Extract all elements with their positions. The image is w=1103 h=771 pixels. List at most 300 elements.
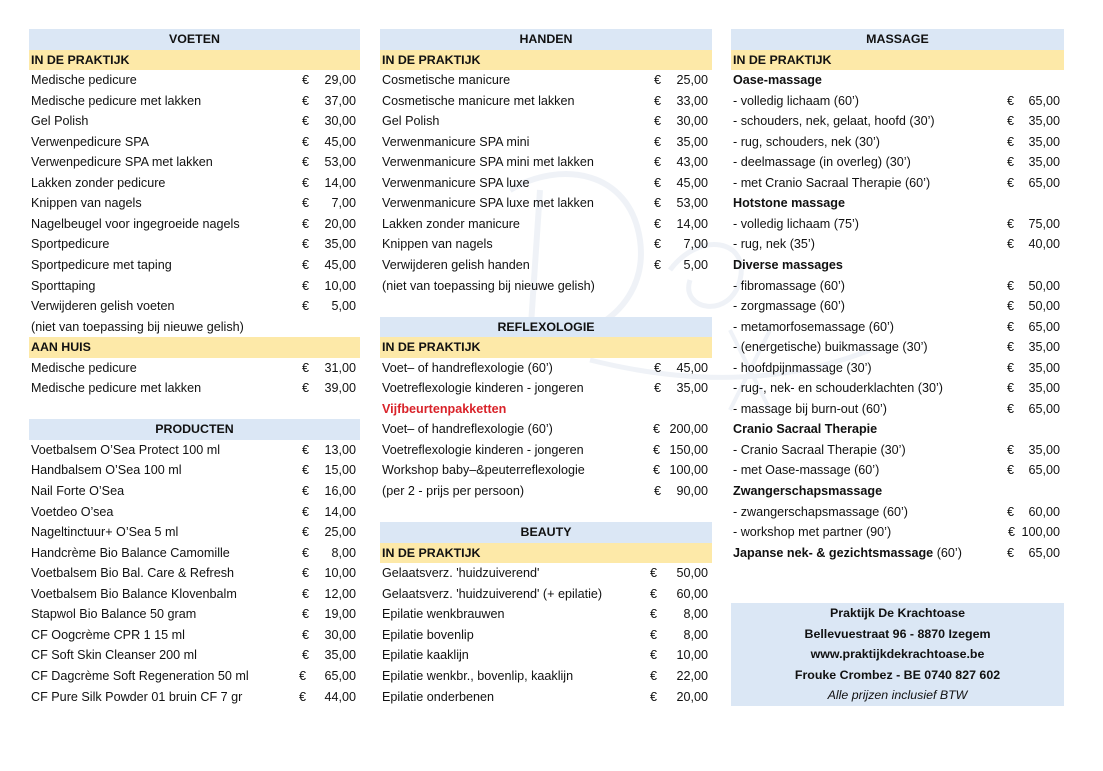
practice-name: Praktijk De Krachtoase [830, 606, 965, 620]
euro-sign: € [302, 586, 310, 601]
price-row [731, 337, 1064, 358]
item-name: - deelmassage (in overleg) (30’) [733, 155, 911, 170]
price-row [380, 625, 712, 646]
item-name: Sportpedicure [31, 237, 110, 252]
price-row [380, 440, 712, 461]
item-price: 35,00 [1028, 381, 1060, 396]
item-name: (per 2 - prijs per persoon) [382, 484, 525, 499]
item-price: 65,00 [1028, 93, 1060, 108]
euro-sign: € [302, 360, 310, 375]
item-name: - volledig lichaam (60’) [733, 93, 859, 108]
item-price: 7,00 [331, 196, 356, 211]
item-price: 53,00 [324, 155, 356, 170]
price-row [380, 666, 712, 687]
item-price: 35,00 [1028, 360, 1060, 375]
note-text: (niet van toepassing bij nieuwe gelish) [31, 319, 244, 334]
euro-sign: € [650, 648, 658, 663]
price-row [380, 460, 712, 481]
item-price: 65,00 [1028, 545, 1060, 560]
price-row [380, 193, 712, 214]
item-name: Verwenmanicure SPA mini [382, 134, 530, 149]
euro-sign: € [654, 196, 662, 211]
item-name: Verwenpedicure SPA met lakken [31, 155, 213, 170]
item-price: 10,00 [324, 566, 356, 581]
item-name: Knippen van nagels [31, 196, 142, 211]
euro-sign: € [302, 504, 310, 519]
price-row [380, 173, 712, 194]
item-name: Voet– of handreflexologie (60’) [382, 360, 553, 375]
item-price: 25,00 [676, 73, 708, 88]
euro-sign: € [1007, 299, 1015, 314]
item-price: 22,00 [676, 668, 708, 683]
item-name: - Cranio Sacraal Therapie (30’) [733, 442, 906, 457]
euro-sign: € [299, 668, 307, 683]
subsection-header: IN DE PRAKTIJK [380, 50, 712, 71]
euro-sign: € [302, 93, 310, 108]
item-price: 75,00 [1028, 216, 1060, 231]
euro-sign: € [650, 627, 658, 642]
practice-owner-vat: Frouke Crombez - BE 0740 827 602 [794, 667, 1001, 682]
price-row [29, 460, 360, 481]
euro-sign: € [1007, 381, 1015, 396]
euro-sign: € [1007, 504, 1015, 519]
item-price: 25,00 [324, 525, 356, 540]
price-row [29, 687, 360, 708]
practice-address: Bellevuestraat 96 - 8870 Izegem [804, 626, 991, 641]
euro-sign: € [654, 134, 662, 149]
euro-sign: € [302, 545, 310, 560]
price-row [380, 604, 712, 625]
column-handen-reflexologie-beauty [380, 29, 712, 707]
item-name: Nageltinctuur+ O’Sea 5 ml [31, 525, 179, 540]
euro-sign: € [302, 175, 310, 190]
item-price: 8,00 [683, 607, 708, 622]
price-row [29, 440, 360, 461]
price-row [731, 152, 1064, 173]
group-title: Hotstone massage [733, 196, 845, 211]
item-name: - met Oase-massage (60’) [733, 463, 880, 478]
item-price: 50,00 [1028, 278, 1060, 293]
euro-sign: € [654, 114, 662, 129]
item-price: 65,00 [1028, 463, 1060, 478]
price-row [29, 563, 360, 584]
item-name: Medische pedicure met lakken [31, 381, 202, 396]
price-row [731, 378, 1064, 399]
item-price: 200,00 [669, 422, 708, 437]
item-name: Medische pedicure [31, 360, 137, 375]
item-name: Voetreflexologie kinderen - jongeren [382, 442, 584, 457]
item-name: Medische pedicure met lakken [31, 93, 202, 108]
item-name: Handcrème Bio Balance Camomille [31, 545, 230, 560]
item-name: Gel Polish [31, 114, 89, 129]
item-name: - volledig lichaam (75’) [733, 216, 859, 231]
euro-sign: € [654, 73, 662, 88]
item-name: Nail Forte O’Sea [31, 484, 125, 499]
euro-sign: € [654, 484, 662, 499]
item-price: 12,00 [324, 586, 356, 601]
item-name: Verwenmanicure SPA luxe [382, 175, 530, 190]
item-name: Gelaatsverz. 'huidzuiverend' [382, 566, 540, 581]
euro-sign: € [654, 155, 662, 170]
euro-sign: € [653, 463, 661, 478]
price-row [29, 234, 360, 255]
price-row [29, 358, 360, 379]
package-title: Vijfbeurtenpakketten [382, 401, 507, 416]
item-price: 65,00 [1028, 175, 1060, 190]
item-name: Sportpedicure met taping [31, 258, 172, 273]
item-price: 31,00 [324, 360, 356, 375]
item-name: Voetbalsem Bio Bal. Care & Refresh [31, 566, 235, 581]
euro-sign: € [1007, 360, 1015, 375]
item-name: Medische pedicure [31, 73, 137, 88]
item-price: 60,00 [1028, 504, 1060, 519]
item-price: 100,00 [669, 463, 708, 478]
price-row [380, 563, 712, 584]
euro-sign: € [654, 360, 662, 375]
euro-sign: € [1007, 237, 1015, 252]
item-name: Stapwol Bio Balance 50 gram [31, 607, 197, 622]
euro-sign: € [302, 484, 310, 499]
prices-note: Alle prijzen inclusief BTW [827, 688, 968, 703]
note-text: (niet van toepassing bij nieuwe gelish) [382, 278, 595, 293]
item-price: 35,00 [1028, 134, 1060, 149]
item-name: - rug-, nek- en schouderklachten (30’) [733, 381, 943, 396]
price-row [380, 419, 712, 440]
price-row [731, 234, 1064, 255]
price-row [731, 440, 1064, 461]
item-name: - (energetische) buikmassage (30’) [733, 340, 928, 355]
item-name: - metamorfosemassage (60’) [733, 319, 894, 334]
subsection-header: IN DE PRAKTIJK [29, 50, 360, 71]
item-price: 33,00 [676, 93, 708, 108]
item-price: 35,00 [676, 381, 708, 396]
price-row [380, 70, 712, 91]
item-name: Gel Polish [382, 114, 440, 129]
item-name: - met Cranio Sacraal Therapie (60’) [733, 175, 931, 190]
item-name: Lakken zonder manicure [382, 216, 520, 231]
euro-sign: € [654, 216, 662, 231]
euro-sign: € [654, 175, 662, 190]
euro-sign: € [302, 525, 310, 540]
euro-sign: € [302, 134, 310, 149]
price-row [29, 111, 360, 132]
item-price: 35,00 [1028, 442, 1060, 457]
euro-sign: € [302, 648, 310, 663]
price-row [29, 91, 360, 112]
spacer [380, 502, 712, 523]
subsection-header: AAN HUIS [29, 337, 360, 358]
price-row [731, 111, 1064, 132]
euro-sign: € [302, 442, 310, 457]
euro-sign: € [650, 566, 658, 581]
item-price: 45,00 [676, 175, 708, 190]
euro-sign: € [654, 237, 662, 252]
item-name: - rug, nek (35’) [733, 237, 815, 252]
item-price: 65,00 [1028, 401, 1060, 416]
price-row [380, 645, 712, 666]
euro-sign: € [1008, 525, 1016, 540]
item-price: 16,00 [324, 484, 356, 499]
euro-sign: € [302, 299, 310, 314]
item-price: 50,00 [676, 566, 708, 581]
item-price: 13,00 [324, 442, 356, 457]
item-price: 90,00 [676, 484, 708, 499]
item-name: Epilatie wenkbr., bovenlip, kaaklijn [382, 668, 574, 683]
item-price: 35,00 [1028, 155, 1060, 170]
item-price: 5,00 [683, 258, 708, 273]
group-title: Zwangerschapsmassage [733, 484, 883, 499]
item-price: 14,00 [676, 216, 708, 231]
item-name: Voetreflexologie kinderen - jongeren [382, 381, 584, 396]
contact-info-box [731, 603, 1064, 706]
price-row [731, 317, 1064, 338]
item-name: Lakken zonder pedicure [31, 175, 166, 190]
item-price: 65,00 [324, 668, 356, 683]
item-name: Cosmetische manicure met lakken [382, 93, 575, 108]
item-name: CF Oogcrème CPR 1 15 ml [31, 627, 185, 642]
item-price: 100,00 [1021, 525, 1060, 540]
price-row [380, 584, 712, 605]
price-row [29, 152, 360, 173]
euro-sign: € [1007, 401, 1015, 416]
euro-sign: € [653, 422, 661, 437]
item-price: 8,00 [683, 627, 708, 642]
item-name: Voetbalsem Bio Balance Klovenbalm [31, 586, 237, 601]
item-price: 50,00 [1028, 299, 1060, 314]
item-price: 14,00 [324, 175, 356, 190]
euro-sign: € [302, 196, 310, 211]
item-name: Verwenmanicure SPA luxe met lakken [382, 196, 594, 211]
item-name: Handbalsem O’Sea 100 ml [31, 463, 182, 478]
price-row [29, 214, 360, 235]
price-row [380, 91, 712, 112]
item-name: Verwenmanicure SPA mini met lakken [382, 155, 594, 170]
item-name: Epilatie kaaklijn [382, 648, 469, 663]
price-row [380, 687, 712, 708]
item-name: Cosmetische manicure [382, 73, 511, 88]
price-row [29, 543, 360, 564]
price-row [380, 481, 712, 502]
price-row [29, 502, 360, 523]
price-row [731, 358, 1064, 379]
price-row [29, 604, 360, 625]
item-name: - zwangerschapsmassage (60’) [733, 504, 908, 519]
price-row [731, 132, 1064, 153]
group-title: Cranio Sacraal Therapie [733, 422, 878, 437]
price-row [731, 543, 1064, 564]
item-name: - schouders, nek, gelaat, hoofd (30’) [733, 114, 935, 129]
group-title: Diverse massages [733, 258, 843, 273]
price-row [731, 91, 1064, 112]
item-name: Voetbalsem O’Sea Protect 100 ml [31, 442, 221, 457]
euro-sign: € [654, 381, 662, 396]
euro-sign: € [302, 258, 310, 273]
item-name: Voetdeo O’sea [31, 504, 114, 519]
item-name-bold: Japanse nek- & gezichtsmassage [733, 545, 934, 560]
item-price: 30,00 [324, 627, 356, 642]
item-name: - hoofdpijnmassage (30’) [733, 360, 872, 375]
spacer [29, 399, 360, 420]
item-name: - zorgmassage (60’) [733, 299, 845, 314]
euro-sign: € [1007, 134, 1015, 149]
item-price: 65,00 [1028, 319, 1060, 334]
euro-sign: € [302, 278, 310, 293]
price-row [380, 378, 712, 399]
euro-sign: € [653, 442, 661, 457]
item-price: 43,00 [676, 155, 708, 170]
item-name: Nagelbeugel voor ingegroeide nagels [31, 216, 240, 231]
section-header: PRODUCTEN [29, 419, 360, 440]
price-row [29, 70, 360, 91]
spacer [380, 296, 712, 317]
item-price: 20,00 [676, 689, 708, 704]
subsection-header: IN DE PRAKTIJK [731, 50, 1064, 71]
section-header: MASSAGE [731, 29, 1064, 50]
price-row [29, 276, 360, 297]
euro-sign: € [1007, 114, 1015, 129]
euro-sign: € [299, 689, 307, 704]
item-name: - massage bij burn-out (60’) [733, 401, 887, 416]
price-row [29, 296, 360, 317]
item-name: Epilatie wenkbrauwen [382, 607, 505, 622]
item-price: 37,00 [324, 93, 356, 108]
euro-sign: € [1007, 278, 1015, 293]
euro-sign: € [650, 668, 658, 683]
euro-sign: € [1007, 463, 1015, 478]
column-massage [731, 29, 1064, 563]
price-row [731, 276, 1064, 297]
item-price: 45,00 [324, 134, 356, 149]
item-price: 14,00 [324, 504, 356, 519]
item-name: Gelaatsverz. 'huidzuiverend' (+ epilatie) [382, 586, 603, 601]
item-price: 44,00 [324, 689, 356, 704]
price-row [29, 173, 360, 194]
item-price: 15,00 [324, 463, 356, 478]
price-row [29, 666, 360, 687]
item-name [733, 543, 962, 564]
euro-sign: € [302, 566, 310, 581]
item-price: 45,00 [676, 360, 708, 375]
price-row [731, 173, 1064, 194]
price-row [731, 502, 1064, 523]
item-price: 5,00 [331, 299, 356, 314]
item-name: CF Dagcrème Soft Regeneration 50 ml [31, 668, 249, 683]
item-name: Verwijderen gelish voeten [31, 299, 175, 314]
item-price: 20,00 [324, 216, 356, 231]
euro-sign: € [1007, 319, 1015, 334]
subsection-header: IN DE PRAKTIJK [380, 337, 712, 358]
price-row [380, 111, 712, 132]
item-price: 29,00 [324, 73, 356, 88]
price-row [29, 584, 360, 605]
euro-sign: € [1007, 93, 1015, 108]
price-row [731, 460, 1064, 481]
euro-sign: € [302, 627, 310, 642]
item-name: Epilatie bovenlip [382, 627, 474, 642]
euro-sign: € [302, 216, 310, 231]
price-row [29, 625, 360, 646]
price-row [29, 132, 360, 153]
euro-sign: € [654, 93, 662, 108]
price-row [380, 132, 712, 153]
item-name: Sporttaping [31, 278, 96, 293]
price-row [29, 645, 360, 666]
price-row [380, 214, 712, 235]
section-header: VOETEN [29, 29, 360, 50]
price-row [731, 399, 1064, 420]
practice-website[interactable]: www.praktijkdekrachtoase.be [810, 647, 985, 662]
item-price: 8,00 [331, 545, 356, 560]
euro-sign: € [1007, 175, 1015, 190]
euro-sign: € [1007, 545, 1015, 560]
item-name: CF Soft Skin Cleanser 200 ml [31, 648, 197, 663]
price-row [380, 152, 712, 173]
item-price: 35,00 [1028, 340, 1060, 355]
item-name: Verwenpedicure SPA [31, 134, 150, 149]
item-price: 45,00 [324, 258, 356, 273]
item-price: 35,00 [324, 237, 356, 252]
euro-sign: € [650, 689, 658, 704]
euro-sign: € [1007, 216, 1015, 231]
euro-sign: € [302, 114, 310, 129]
column-voeten-producten [29, 29, 360, 707]
item-price: 30,00 [676, 114, 708, 129]
item-name: Verwijderen gelish handen [382, 258, 530, 273]
item-price: 10,00 [676, 648, 708, 663]
item-price: 35,00 [676, 134, 708, 149]
section-header: REFLEXOLOGIE [380, 317, 712, 338]
item-price: 150,00 [669, 442, 708, 457]
price-row [380, 255, 712, 276]
item-name: Knippen van nagels [382, 237, 493, 252]
item-name: - rug, schouders, nek (30’) [733, 134, 880, 149]
price-row [29, 522, 360, 543]
item-price: 30,00 [324, 114, 356, 129]
euro-sign: € [302, 463, 310, 478]
euro-sign: € [302, 155, 310, 170]
item-price: 35,00 [1028, 114, 1060, 129]
euro-sign: € [302, 237, 310, 252]
item-name: - fibromassage (60’) [733, 278, 845, 293]
item-price: 53,00 [676, 196, 708, 211]
item-price: 7,00 [683, 237, 708, 252]
euro-sign: € [654, 258, 662, 273]
euro-sign: € [302, 607, 310, 622]
section-header: BEAUTY [380, 522, 712, 543]
euro-sign: € [1007, 155, 1015, 170]
item-price: 10,00 [324, 278, 356, 293]
item-name: CF Pure Silk Powder 01 bruin CF 7 gr [31, 689, 243, 704]
price-row [731, 522, 1064, 543]
subsection-header: IN DE PRAKTIJK [380, 543, 712, 564]
price-row [380, 358, 712, 379]
price-row [380, 234, 712, 255]
group-title: Oase-massage [733, 73, 822, 88]
euro-sign: € [650, 607, 658, 622]
item-name: Workshop baby–&peuterreflexologie [382, 463, 585, 478]
euro-sign: € [1007, 442, 1015, 457]
item-price: 60,00 [676, 586, 708, 601]
price-row [29, 193, 360, 214]
euro-sign: € [302, 381, 310, 396]
section-header: HANDEN [380, 29, 712, 50]
euro-sign: € [650, 586, 658, 601]
item-price: 39,00 [324, 381, 356, 396]
price-row [731, 214, 1064, 235]
item-name: Voet– of handreflexologie (60’) [382, 422, 553, 437]
price-row [29, 255, 360, 276]
price-row [29, 481, 360, 502]
